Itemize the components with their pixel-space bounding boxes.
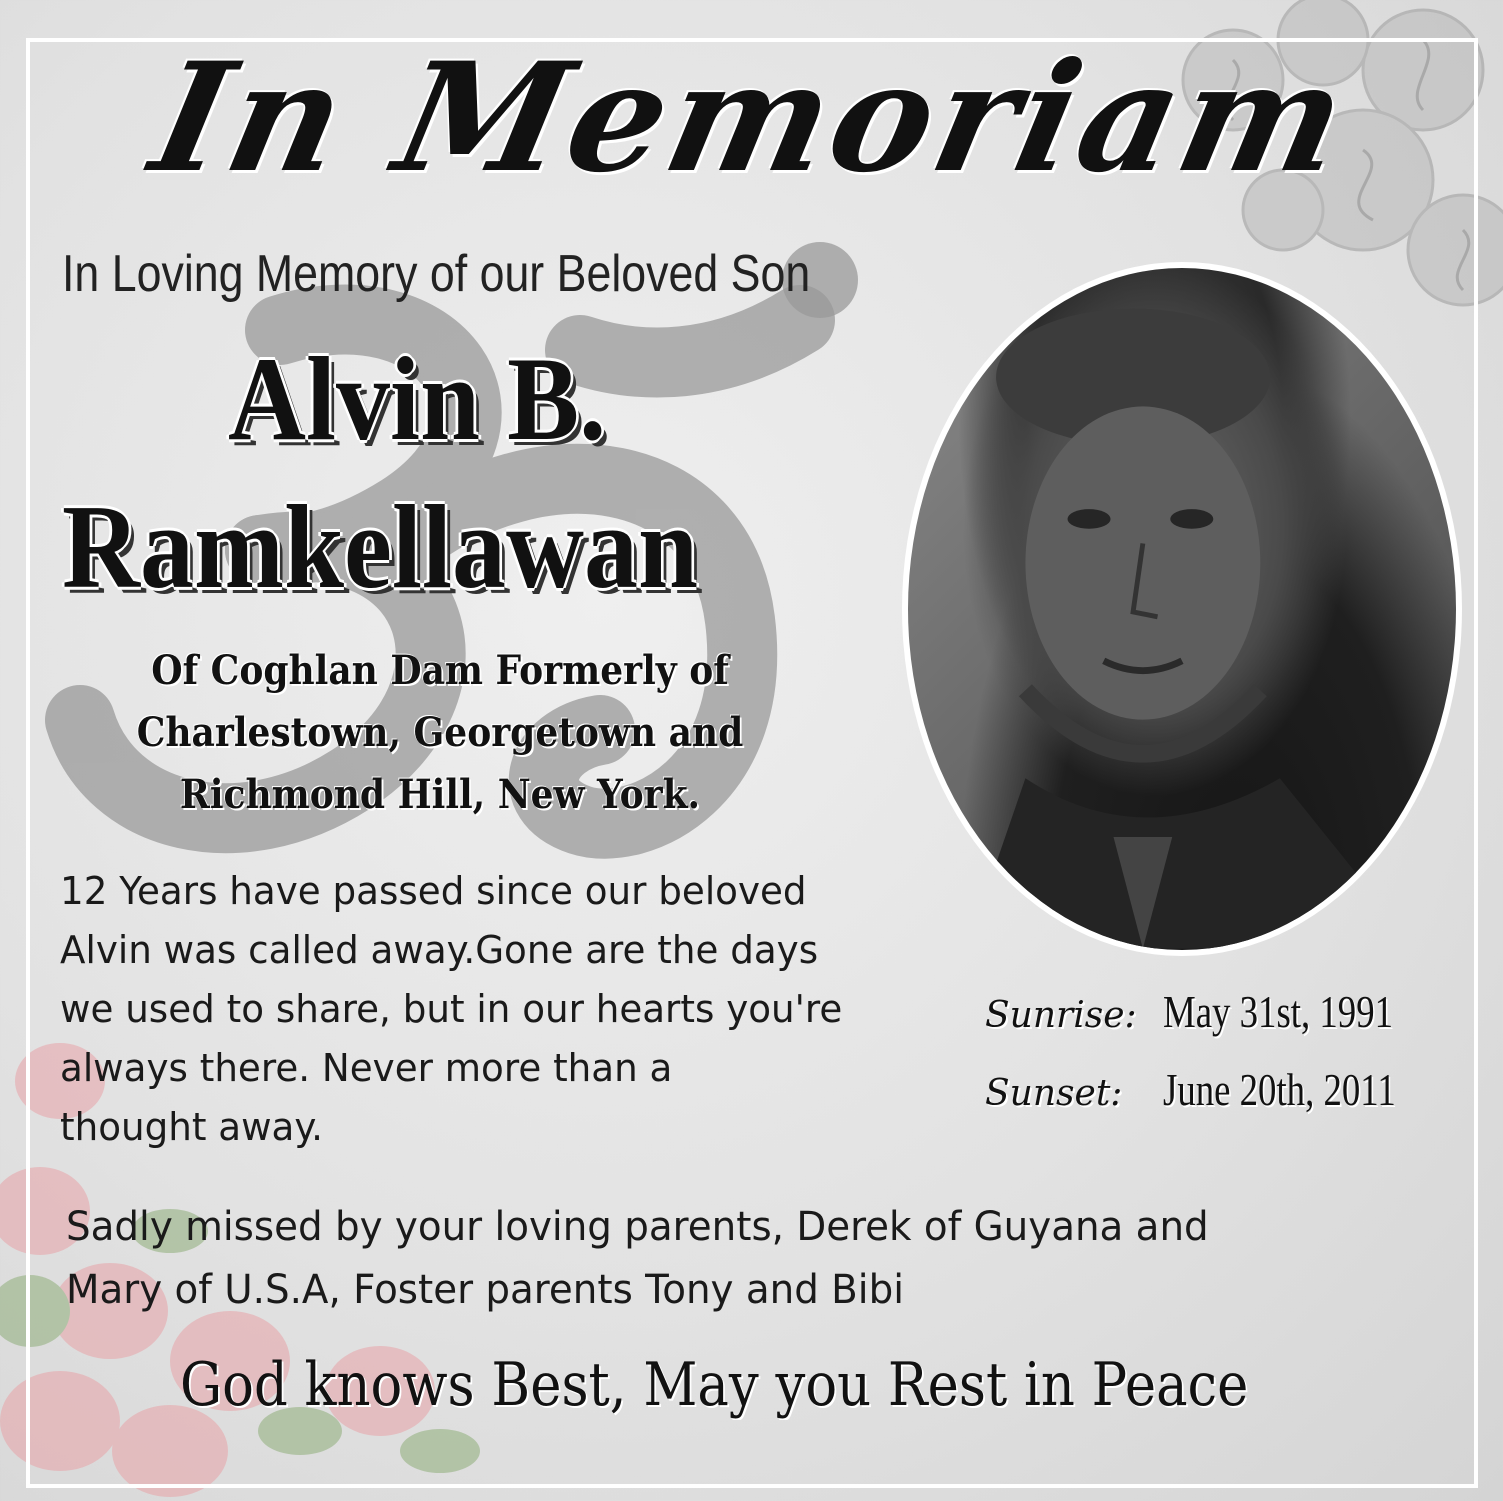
family-line: Mary of U.S.A, Foster parents Tony and Bibi — [66, 1267, 904, 1313]
message-line: we used to share, but in our hearts you're — [60, 987, 843, 1031]
page-title: In Memoriam — [138, 30, 1365, 206]
closing-message: God knows Best, May you Rest in Peace — [180, 1350, 1249, 1420]
message-line: thought away. — [60, 1105, 323, 1149]
family-line: Sadly missed by your loving parents, Derek of Guyana and — [66, 1204, 1209, 1250]
family-message — [66, 1196, 1424, 1322]
sunrise-label: Sunrise: — [985, 995, 1137, 1036]
message-line: 12 Years have passed since our beloved — [60, 869, 807, 913]
origin-block — [80, 640, 800, 826]
origin-line: Of Coghlan Dam Formerly of — [151, 647, 729, 694]
sunset-date: June 20th, 2011 — [1163, 1064, 1396, 1115]
memorial-message — [60, 862, 962, 1157]
sunset-row — [985, 1063, 1454, 1141]
deceased-name-first: Alvin B. — [228, 332, 607, 465]
portrait-illustration — [908, 268, 1456, 950]
sunrise-date: May 31st, 1991 — [1163, 986, 1393, 1037]
origin-line: Richmond Hill, New York. — [179, 771, 701, 818]
portrait-photo — [902, 262, 1462, 956]
deceased-name-last: Ramkellawan — [62, 480, 699, 613]
message-line: always there. Never more than a — [60, 1046, 673, 1090]
origin-line: Charlestown, Georgetown and — [136, 709, 744, 756]
message-line: Alvin was called away.Gone are the days — [60, 928, 819, 972]
sunrise-row — [985, 985, 1454, 1063]
subtitle: In Loving Memory of our Beloved Son — [62, 245, 811, 303]
sunset-label: Sunset: — [985, 1073, 1123, 1114]
life-dates — [985, 985, 1454, 1141]
